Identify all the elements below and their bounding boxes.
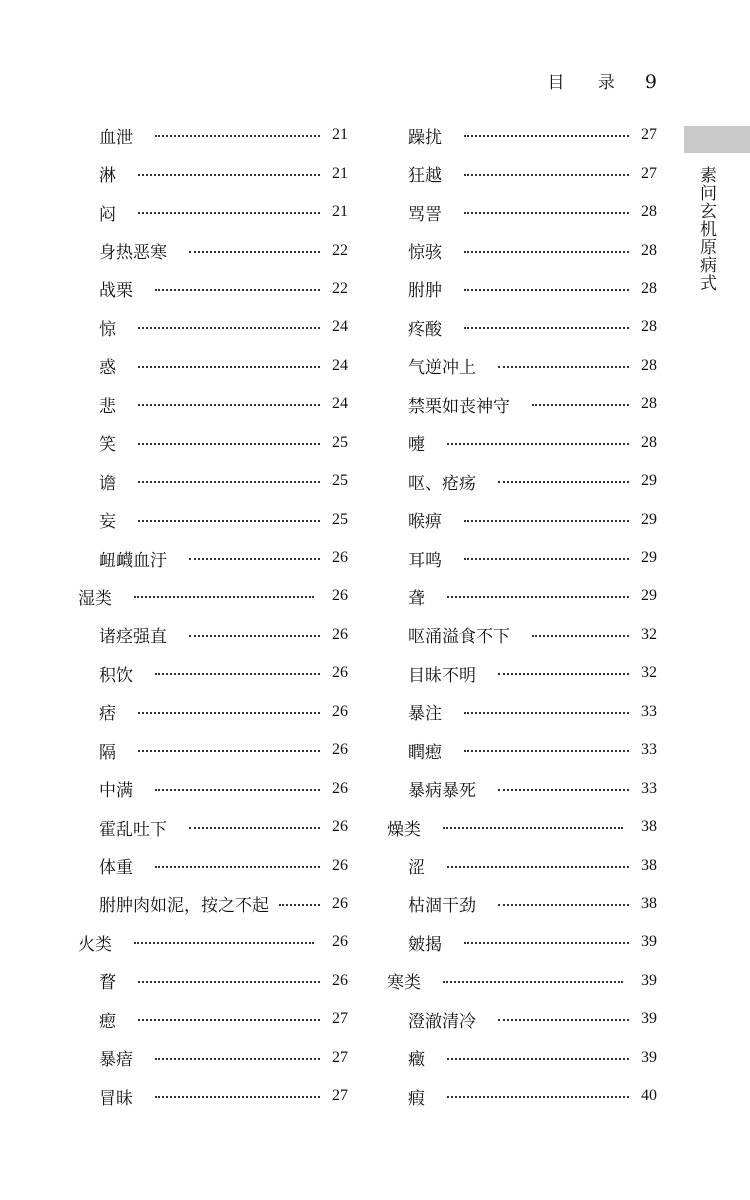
toc-entry[interactable] [78,424,348,462]
toc-entry[interactable] [78,654,348,692]
toc-page-number: 27 [641,126,657,144]
toc-page-number: 39 [641,1010,657,1028]
dot-leader [464,289,629,291]
toc-entry-label: 疼酸 [408,319,442,340]
toc-page-number: 21 [332,126,348,144]
dot-leader [447,596,629,598]
toc-entry[interactable] [78,462,348,500]
dot-leader [447,1096,629,1098]
toc-page-number: 28 [641,241,657,259]
dot-leader [498,789,629,791]
toc-page-number: 39 [641,1048,657,1066]
toc-right-column [387,116,657,1115]
toc-entry[interactable] [387,231,657,269]
dot-leader [189,251,320,253]
toc-page-number: 29 [641,549,657,567]
toc-entry[interactable] [78,1039,348,1077]
toc-page-number: 40 [641,1087,657,1105]
toc-page-number: 25 [332,472,348,490]
toc-entry[interactable] [387,769,657,807]
toc-entry[interactable] [387,424,657,462]
toc-entry[interactable] [387,462,657,500]
dot-leader [134,942,314,944]
toc-entry[interactable] [78,154,348,192]
toc-category[interactable] [387,962,657,1000]
toc-page-number: 33 [641,702,657,720]
toc-entry[interactable] [78,962,348,1000]
toc-entry[interactable] [387,1077,657,1115]
toc-entry-label: 惊骇 [408,243,442,264]
toc-entry-label: 瘕 [408,1088,425,1109]
toc-entry-label: 暴瘖 [99,1050,133,1071]
toc-entry[interactable] [78,616,348,654]
dot-leader [464,327,629,329]
dot-leader [443,827,623,829]
dot-leader [443,981,623,983]
toc-category[interactable] [78,577,348,615]
toc-entry-label: 隔 [99,742,116,763]
dot-leader [498,481,629,483]
toc-page-number: 25 [332,433,348,451]
toc-entry[interactable] [78,846,348,884]
toc-page-number: 26 [332,971,348,989]
dot-leader [498,1019,629,1021]
toc-page-number: 24 [332,356,348,374]
toc-entry[interactable] [78,308,348,346]
toc-entry-label: 暴病暴死 [408,781,476,802]
page-header [548,68,658,93]
toc-entry-label: 胕肿 [408,281,442,302]
dot-leader [447,1058,629,1060]
dot-leader [464,135,629,137]
toc-entry-label: 瞤瘛 [408,742,442,763]
toc-page-number: 21 [332,164,348,182]
toc-entry-label: 诸痉强直 [99,627,167,648]
dot-leader [155,135,320,137]
toc-page-number: 38 [641,894,657,912]
dot-leader [464,750,629,752]
toc-entry-label: 皴揭 [408,934,442,955]
dot-leader [138,1019,320,1021]
toc-page-number: 28 [641,279,657,297]
dot-leader [138,174,320,176]
toc-page-number: 33 [641,779,657,797]
toc-entry-label: 中满 [99,781,133,802]
toc-entry[interactable] [387,116,657,154]
toc-entry[interactable] [78,385,348,423]
toc-entry-label: 枯涸干劲 [408,896,476,917]
toc-entry-label: 涩 [408,858,425,879]
toc-entry[interactable] [387,577,657,615]
toc-entry[interactable] [387,308,657,346]
toc-entry-label: 禁栗如丧神守 [408,396,510,417]
toc-entry[interactable] [387,693,657,731]
dot-leader [138,327,320,329]
toc-page-number: 32 [641,625,657,643]
toc-entry[interactable] [387,385,657,423]
toc-entry[interactable] [78,885,348,923]
toc-entry-label: 目昧不明 [408,665,476,686]
toc-entry-label: 冒昧 [99,1088,133,1109]
toc-entry[interactable] [387,654,657,692]
toc-entry[interactable] [387,885,657,923]
toc-page-number: 39 [641,971,657,989]
toc-entry-label: 闷 [99,204,116,225]
toc-entry-label: 躁扰 [408,127,442,148]
toc-page-number: 26 [332,587,348,605]
dot-leader [464,942,629,944]
header-page-number: 9 [644,71,657,93]
dot-leader [155,1096,320,1098]
toc-page-number: 28 [641,433,657,451]
toc-entry-label: 湿类 [78,588,112,609]
toc-entry[interactable] [387,539,657,577]
toc-entry[interactable] [78,231,348,269]
toc-page-number: 38 [641,818,657,836]
toc-page-number: 27 [332,1010,348,1028]
toc-entry[interactable] [387,1039,657,1077]
toc-page-number: 24 [332,395,348,413]
toc-page-number: 28 [641,395,657,413]
toc-entry-label: 瞀 [99,973,116,994]
dot-leader [447,443,629,445]
toc-page-number: 26 [332,741,348,759]
toc-entry-label: 燥类 [387,819,421,840]
toc-entry[interactable] [78,808,348,846]
toc-entry-label: 衄衊血汙 [99,550,167,571]
toc-entry[interactable] [78,1000,348,1038]
toc-entry[interactable] [387,846,657,884]
toc-page-number: 25 [332,510,348,528]
toc-entry-label: 聋 [408,588,425,609]
header-title: 目 录 [547,73,629,93]
toc-page-number: 26 [332,894,348,912]
toc-page-number: 29 [641,472,657,490]
toc-entry-label: 呕、疮疡 [408,473,476,494]
toc-page-number: 38 [641,856,657,874]
toc-entry[interactable] [78,1077,348,1115]
toc-page-number: 29 [641,510,657,528]
dot-leader [138,404,320,406]
toc-category[interactable] [78,923,348,961]
dot-leader [155,1058,320,1060]
toc-entry-label: 寒类 [387,973,421,994]
dot-leader [155,789,320,791]
toc-entry[interactable] [387,1000,657,1038]
dot-leader [464,174,629,176]
toc-entry-label: 淋 [99,166,116,187]
toc-entry-label: 癥 [408,1050,425,1071]
dot-leader [189,558,320,560]
toc-entry[interactable] [78,270,348,308]
toc-entry-label: 惊 [99,319,116,340]
toc-page-number: 28 [641,318,657,336]
dot-leader [155,673,320,675]
toc-entry-label: 气逆冲上 [408,358,476,379]
toc-left-column [78,116,348,1115]
toc-entry-label: 火类 [78,934,112,955]
dot-leader [532,635,629,637]
toc-entry-label: 胕肿肉如泥，按之不起 [99,896,269,917]
toc-entry[interactable] [78,731,348,769]
toc-entry-label: 妄 [99,512,116,533]
toc-entry[interactable] [78,769,348,807]
toc-entry-label: 暴注 [408,704,442,725]
toc-entry-label: 惑 [99,358,116,379]
toc-entry-label: 积饮 [99,665,133,686]
dot-leader [155,289,320,291]
toc-page-number: 21 [332,203,348,221]
toc-entry-label: 体重 [99,858,133,879]
toc-page-number: 22 [332,279,348,297]
dot-leader [138,366,320,368]
toc-entry-label: 血泄 [99,127,133,148]
toc-entry[interactable] [387,347,657,385]
dot-leader [447,866,629,868]
toc-entry-label: 谵 [99,473,116,494]
toc-entry[interactable] [387,193,657,231]
dot-leader [189,827,320,829]
dot-leader [138,520,320,522]
toc-page-number: 26 [332,549,348,567]
toc-entry-label: 嚏 [408,435,425,456]
toc-entry-label: 笑 [99,435,116,456]
dot-leader [532,404,629,406]
toc-entry[interactable] [387,616,657,654]
toc-entry[interactable] [78,539,348,577]
dot-leader [464,712,629,714]
toc-entry-label: 呕涌溢食不下 [408,627,510,648]
dot-leader [498,673,629,675]
toc-category[interactable] [387,808,657,846]
toc-entry-label: 骂詈 [408,204,442,225]
dot-leader [498,904,629,906]
toc-page-number: 28 [641,203,657,221]
toc-page-number: 32 [641,664,657,682]
toc-entry-label: 瘛 [99,1011,116,1032]
toc-page-number: 24 [332,318,348,336]
side-book-title: 素问玄机原病式 [696,166,716,292]
dot-leader [138,750,320,752]
toc-page-number: 26 [332,933,348,951]
dot-leader [138,712,320,714]
toc-entry-label: 澄澈清冷 [408,1011,476,1032]
toc-entry[interactable] [387,731,657,769]
toc-page-number: 27 [332,1048,348,1066]
dot-leader [279,904,320,906]
dot-leader [464,558,629,560]
toc-page-number: 29 [641,587,657,605]
toc-entry[interactable] [387,154,657,192]
dot-leader [138,981,320,983]
toc-page-number: 26 [332,856,348,874]
dot-leader [464,212,629,214]
toc-entry-label: 狂越 [408,166,442,187]
dot-leader [189,635,320,637]
toc-entry[interactable] [78,347,348,385]
toc-entry-label: 战栗 [99,281,133,302]
toc-entry[interactable] [387,270,657,308]
toc-page-number: 26 [332,625,348,643]
toc-page-number: 33 [641,741,657,759]
toc-page-number: 27 [332,1087,348,1105]
toc-entry-label: 身热恶寒 [99,243,167,264]
toc-page-number: 26 [332,779,348,797]
toc-page-number: 28 [641,356,657,374]
toc-entry-label: 霍乱吐下 [99,819,167,840]
toc-entry[interactable] [387,923,657,961]
toc-page-number: 22 [332,241,348,259]
toc-page-number: 39 [641,933,657,951]
dot-leader [464,520,629,522]
toc-page-number: 27 [641,164,657,182]
toc-entry[interactable] [78,193,348,231]
toc-page-number: 26 [332,818,348,836]
toc-entry[interactable] [78,116,348,154]
dot-leader [498,366,629,368]
toc-entry[interactable] [78,500,348,538]
dot-leader [138,212,320,214]
section-tab-marker [684,126,750,153]
toc-entry-label: 悲 [99,396,116,417]
dot-leader [138,443,320,445]
dot-leader [134,596,314,598]
toc-page-number: 26 [332,702,348,720]
dot-leader [155,866,320,868]
toc-entry[interactable] [387,500,657,538]
toc-page-number: 26 [332,664,348,682]
toc-entry-label: 耳鸣 [408,550,442,571]
dot-leader [138,481,320,483]
toc-entry-label: 痞 [99,704,116,725]
dot-leader [464,251,629,253]
toc-entry-label: 喉痹 [408,512,442,533]
toc-entry[interactable] [78,693,348,731]
